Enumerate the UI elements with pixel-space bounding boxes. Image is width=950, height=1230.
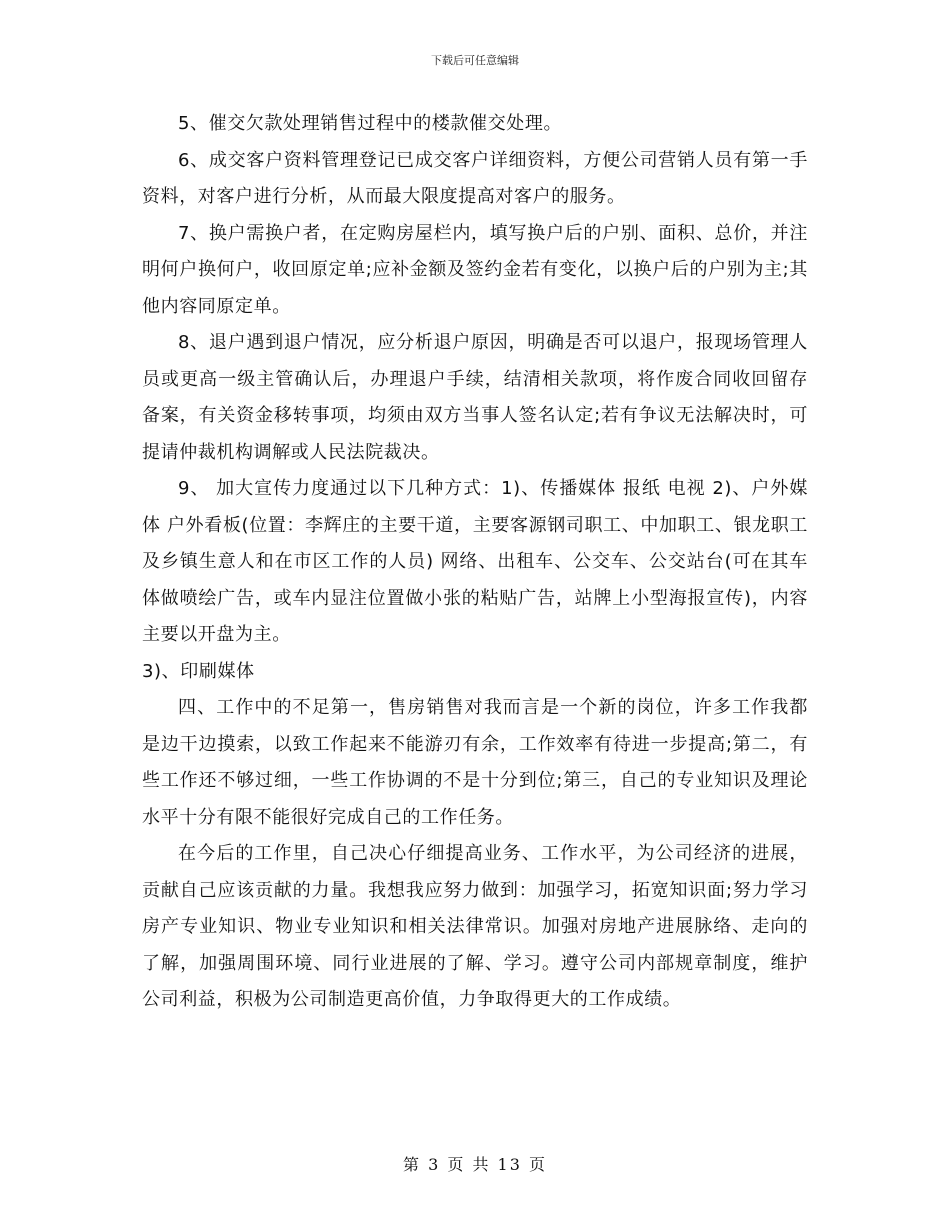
paragraph-future-plan: 在今后的工作里，自己决心仔细提高业务、工作水平，为公司经济的进展，贡献自己应该贡献的力量。我想我应努力做到：加强学习，拓宽知识面;努力学习房产专业知识、物业专业知识和相关法律常识。加强对房地产进展脉络、走向的了解，加强周围环境、同行业进展的了解、学习。遵守公司内部规章制度，维护公司利益，积极为公司制造更高价值，力争取得更大的工作成绩。 [142,843,808,1010]
paragraph-item-9: 9、 加大宣传力度通过以下几种方式：1)、传播媒体 报纸 电视 2)、户外媒体 户外看板(位置：李辉庄的主要干道，主要客源钢司职工、中加职工、银龙职工及乡镇生意人和在市区工作的人员) 网络、出租车、公交车、公交站台(可在其车体做喷绘广告，或车内显注位置做小张的粘贴广告，站牌上小型海报宣传)，内容主要以开盘为主。 [142,478,808,645]
page-number-footer: 第 3 页 共 13 页 [403,1155,547,1174]
paragraph-shortcomings: 四、工作中的不足第一，售房销售对我而言是一个新的岗位，许多工作我都是边干边摸索，以致工作起来不能游刃有余，工作效率有待进一步提高;第二，有些工作还不够过细，一些工作协调的不是十分到位;第三，自己的专业知识及理论水平十分有限不能很好完成自己的工作任务。 [142,697,808,828]
paragraph-item-6: 6、成交客户资料管理登记已成交客户详细资料，方便公司营销人员有第一手资料，对客户进行分析，从而最大限度提高对客户的服务。 [142,149,808,207]
paragraph-item-7: 7、换户需换户者，在定购房屋栏内，填写换户后的户别、面积、总价，并注明何户换何户，收回原定单;应补金额及签约金若有变化，以换户后的户别为主;其他内容同原定单。 [142,222,808,317]
paragraph-print-media: 3)、印刷媒体 [142,660,255,682]
document-body [142,106,808,1019]
paragraph-item-5: 5、催交欠款处理销售过程中的楼款催交处理。 [178,113,563,134]
page-header: 下载后可任意编辑 [431,54,519,67]
paragraph-item-8: 8、退户遇到退户情况，应分析退户原因，明确是否可以退户，报现场管理人员或更高一级主管确认后，办理退户手续，结清相关款项，将作废合同收回留存备案，有关资金移转事项，均须由双方当事人签名认定;若有争议无法解决时，可提请仲裁机构调解或人民法院裁决。 [142,332,808,463]
